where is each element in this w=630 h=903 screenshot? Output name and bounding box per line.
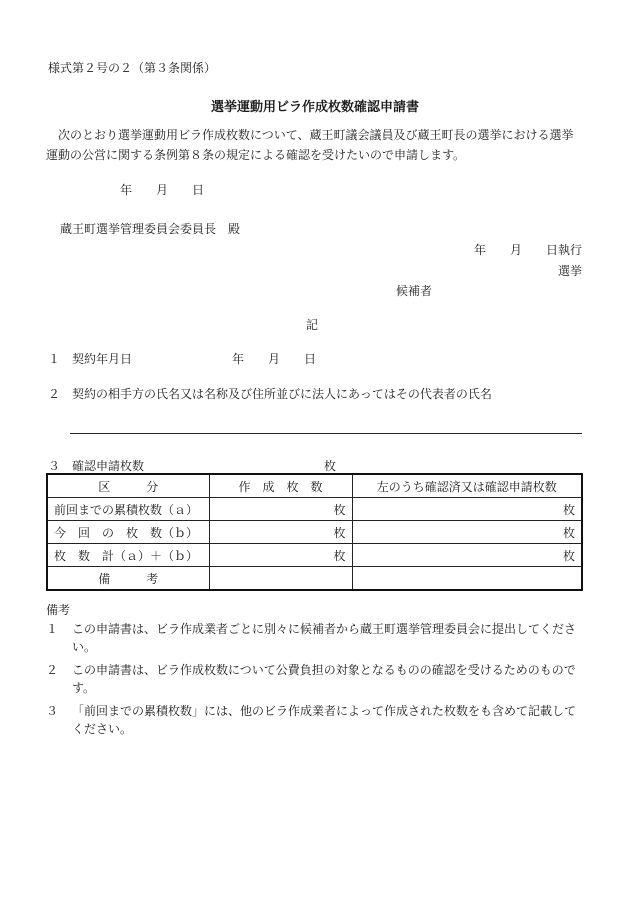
remarks-cell[interactable]: [352, 567, 582, 591]
note-item: [46, 661, 584, 697]
note-item: [46, 702, 584, 738]
created-count-cell[interactable]: 枚: [209, 498, 352, 521]
item-requested-count: [48, 457, 336, 474]
confirmed-count-cell[interactable]: 枚: [352, 521, 582, 544]
note-item: [46, 620, 584, 656]
header-confirmed-count: 左のうち確認済又は確認申請枚数: [352, 474, 582, 498]
note-text: この申請書は、ビラ作成枚数について公費負担の対象となるものの確認を受けるためのものです。: [72, 663, 576, 695]
election-name: 選挙: [557, 264, 582, 278]
item-contract-date-value: 年 月 日: [232, 352, 317, 366]
form-number: 様式第２号の２（第３条関係）: [48, 61, 217, 75]
application-date: 年 月 日: [120, 183, 205, 197]
document-title: 選挙運動用ビラ作成枚数確認申請書: [210, 100, 419, 115]
table-row: [47, 498, 582, 521]
created-count-cell[interactable]: 枚: [209, 521, 352, 544]
row-label: 前回までの累積枚数（ａ）: [47, 498, 209, 521]
note-number: ３: [46, 704, 59, 718]
table-header-row: [47, 474, 582, 498]
intro-paragraph: 次のとおり選挙運動用ビラ作成枚数について、蔵王町議会議員及び蔵王町長の選挙における選挙運動の公営に関する条例第８条の規定による確認を受けたいので申請します。: [46, 128, 574, 162]
item-contractor: ２ 契約の相手方の氏名又は名称及び住所並びに法人にあってはその代表者の氏名: [48, 387, 492, 401]
note-number: ２: [46, 663, 59, 677]
table-row-remarks: [47, 567, 582, 591]
remarks-cell[interactable]: [209, 567, 352, 591]
requested-count-unit: 枚: [324, 459, 337, 473]
recipient: 蔵王町選挙管理委員会委員長 殿: [60, 222, 241, 236]
confirmed-count-cell[interactable]: 枚: [352, 498, 582, 521]
notes-list: [46, 620, 584, 743]
contractor-entry-line[interactable]: [70, 433, 582, 434]
table-row: [47, 521, 582, 544]
note-number: １: [46, 622, 59, 636]
header-created-count: 作 成 枚 数: [209, 474, 352, 498]
row-label: 枚 数 計（ａ）＋（ｂ）: [47, 544, 209, 567]
item-requested-count-label: ３ 確認申請枚数: [48, 459, 145, 473]
confirmed-count-cell[interactable]: 枚: [352, 544, 582, 567]
row-label: 備 考: [47, 567, 209, 591]
note-text: 「前回までの累積枚数」には、他のビラ作成業者によって作成された枚数をも含めて記載してください。: [72, 704, 577, 736]
candidate-label: 候補者: [396, 284, 433, 298]
notes-heading: 備考: [46, 603, 71, 617]
item-contract-date-label: １ 契約年月日: [48, 352, 133, 366]
item-contract-date: [48, 350, 317, 367]
table-row: [47, 544, 582, 567]
count-table: [46, 473, 583, 591]
note-text: この申請書は、ビラ作成業者ごとに別々に候補者から蔵王町選挙管理委員会に提出してください。: [72, 622, 577, 654]
ki-marker: 記: [306, 318, 319, 332]
row-label: 今 回 の 枚 数（ｂ）: [47, 521, 209, 544]
created-count-cell[interactable]: 枚: [209, 544, 352, 567]
execution-date: 年 月 日執行: [473, 243, 582, 257]
header-category: 区 分: [47, 474, 209, 498]
requested-count-entry-line[interactable]: [146, 459, 322, 474]
